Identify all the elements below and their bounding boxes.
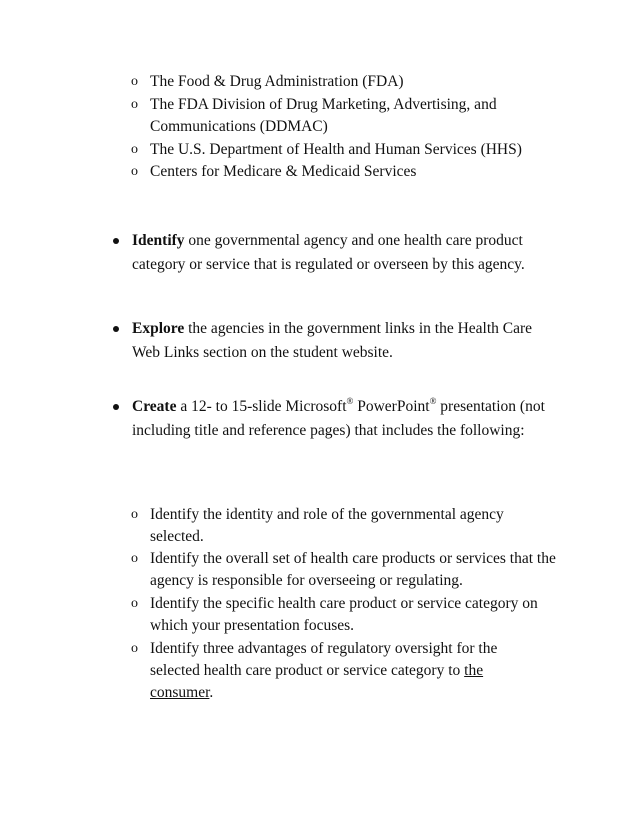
circle-bullet-icon: o	[131, 74, 138, 89]
agency-text: The U.S. Department of Health and Human Services (HHS)	[150, 141, 522, 158]
agency-item	[131, 139, 570, 161]
identify-text: Identify one governmental agency and one health care product category or service that is regulated or overseen by this agency.	[132, 232, 525, 273]
create-text: Create a 12- to 15-slide Microsoft® PowerPoint® presentation (not including title and reference pages) that includes the following:	[132, 396, 545, 439]
create-bullet	[113, 395, 553, 443]
bullet-dot-icon	[113, 404, 119, 410]
identify-bullet	[113, 229, 553, 277]
agency-item	[131, 161, 570, 183]
circle-bullet-icon: o	[131, 551, 138, 566]
task-item	[131, 504, 550, 548]
underlined-link: the consumer	[150, 662, 484, 701]
circle-bullet-icon: o	[131, 164, 138, 179]
agency-item	[131, 94, 540, 138]
task-text: Identify the overall set of health care products or services that the agency is responsible for overseeing or regulating.	[150, 550, 556, 589]
task-text: Identify the specific health care product or service category on which your presentation focuses.	[150, 595, 538, 634]
circle-bullet-icon: o	[131, 596, 138, 611]
explore-bullet	[113, 317, 553, 365]
circle-bullet-icon: o	[131, 507, 138, 522]
agency-text: Centers for Medicare & Medicaid Services	[150, 163, 417, 180]
task-item	[131, 638, 540, 704]
circle-bullet-icon: o	[131, 142, 138, 157]
bullet-dot-icon	[113, 326, 119, 332]
agency-text: The Food & Drug Administration (FDA)	[150, 73, 404, 90]
bullet-dot-icon	[113, 238, 119, 244]
task-text: Identify three advantages of regulatory oversight for the selected health care product or service category to the consumer.	[150, 640, 498, 701]
agency-item	[131, 71, 570, 93]
task-text: Identify the identity and role of the governmental agency selected.	[150, 506, 504, 545]
explore-text: Explore the agencies in the government links in the Health Care Web Links section on the student website.	[132, 320, 533, 361]
task-item	[131, 593, 560, 637]
task-item	[131, 548, 575, 592]
circle-bullet-icon: o	[131, 641, 138, 656]
agency-text: The FDA Division of Drug Marketing, Advertising, and Communications (DDMAC)	[150, 96, 497, 135]
circle-bullet-icon: o	[131, 97, 138, 112]
